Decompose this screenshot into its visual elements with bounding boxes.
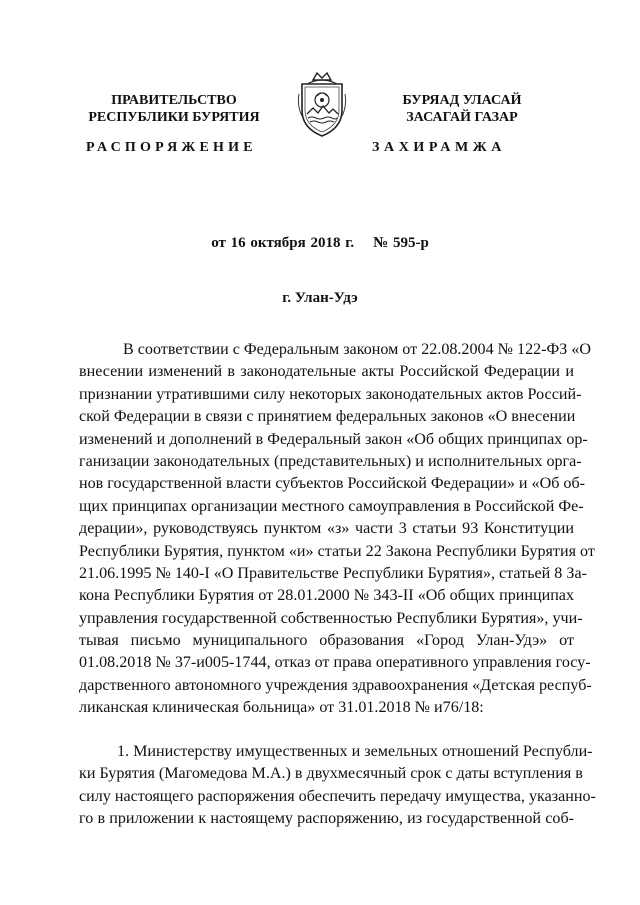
text-line: щих принципах организации местного самоуправления в Российской Фе- xyxy=(79,497,584,515)
preamble-paragraph xyxy=(79,339,595,720)
header-right-line-2: ЗАСАГАЙ ГАЗАР xyxy=(406,110,518,125)
text-line: дарственного автономного учреждения здравоохранения «Детская респуб- xyxy=(79,676,592,694)
clause-1-paragraph xyxy=(79,741,596,831)
text-line: Республики Бурятия, пунктом «и» статьи 22 Закона Республики Бурятия от xyxy=(79,542,595,560)
coat-of-arms-icon xyxy=(295,70,349,140)
text-line: изменений и дополнений в Федеральный закон «Об общих принципах ор- xyxy=(79,430,588,448)
text-line: внесении изменений в законодательные акты Российской Федерации и xyxy=(79,363,574,381)
city-name: г. Улан-Удэ xyxy=(282,290,358,306)
document-date: от 16 октября 2018 г. xyxy=(211,235,355,251)
header-left-line-2: РЕСПУБЛИКИ БУРЯТИЯ xyxy=(88,110,260,125)
text-line: управления государственной собственностью Республики Бурятия», учи- xyxy=(79,609,583,627)
text-line: кона Республики Бурятия от 28.01.2000 № 343-II «Об общих принципах xyxy=(79,587,574,605)
text-line: 1. Министерству имущественных и земельных отношений Республи- xyxy=(117,743,593,760)
header-left-line-1: ПРАВИТЕЛЬСТВО xyxy=(111,93,237,108)
government-name-russian xyxy=(68,92,280,126)
text-line: дерации», руководствуясь пунктом «з» части 3 статьи 93 Конституции xyxy=(79,520,574,538)
document-number: № 595-р xyxy=(373,235,429,251)
text-line: ки Бурятия (Магомедова М.А.) в двухмесячный срок с даты вступления в xyxy=(79,765,583,783)
text-line: В соответствии с Федеральным законом от 22.08.2004 № 122-ФЗ «О xyxy=(123,341,591,358)
text-line: ликанская клиническая больница» от 31.01.2018 № и76/18: xyxy=(79,699,484,717)
text-line: 21.06.1995 № 140-I «О Правительстве Республики Бурятия», статьей 8 За- xyxy=(79,564,587,582)
document-type-russian: РАСПОРЯЖЕНИЕ xyxy=(86,140,257,155)
government-name-buryat xyxy=(372,92,552,126)
text-line: нов государственной власти субъектов Российской Федерации» и «Об об- xyxy=(79,475,586,493)
text-line: 01.08.2018 № 37-и005-1744, отказ от права оперативного управления госу- xyxy=(79,654,591,672)
header-right-line-1: БУРЯАД УЛАСАЙ xyxy=(402,93,522,108)
text-line: го в приложении к настоящему распоряжению, из государственной соб- xyxy=(79,810,574,828)
text-line: ганизации законодательных (представительных) и исполнительных орга- xyxy=(79,452,582,470)
document-type-buryat: ЗАХИРАМЖА xyxy=(372,140,506,155)
date-number-line xyxy=(0,235,640,252)
text-line: силу настоящего распоряжения обеспечить передачу имущества, указанно- xyxy=(79,787,596,805)
text-line: тывая письмо муниципального образования «Город Улан-Удэ» от xyxy=(79,632,574,650)
text-line: ской Федерации в связи с принятием федеральных законов «О внесении xyxy=(79,408,576,426)
text-line: признании утратившими силу некоторых законодательных актов Россий- xyxy=(79,385,582,403)
